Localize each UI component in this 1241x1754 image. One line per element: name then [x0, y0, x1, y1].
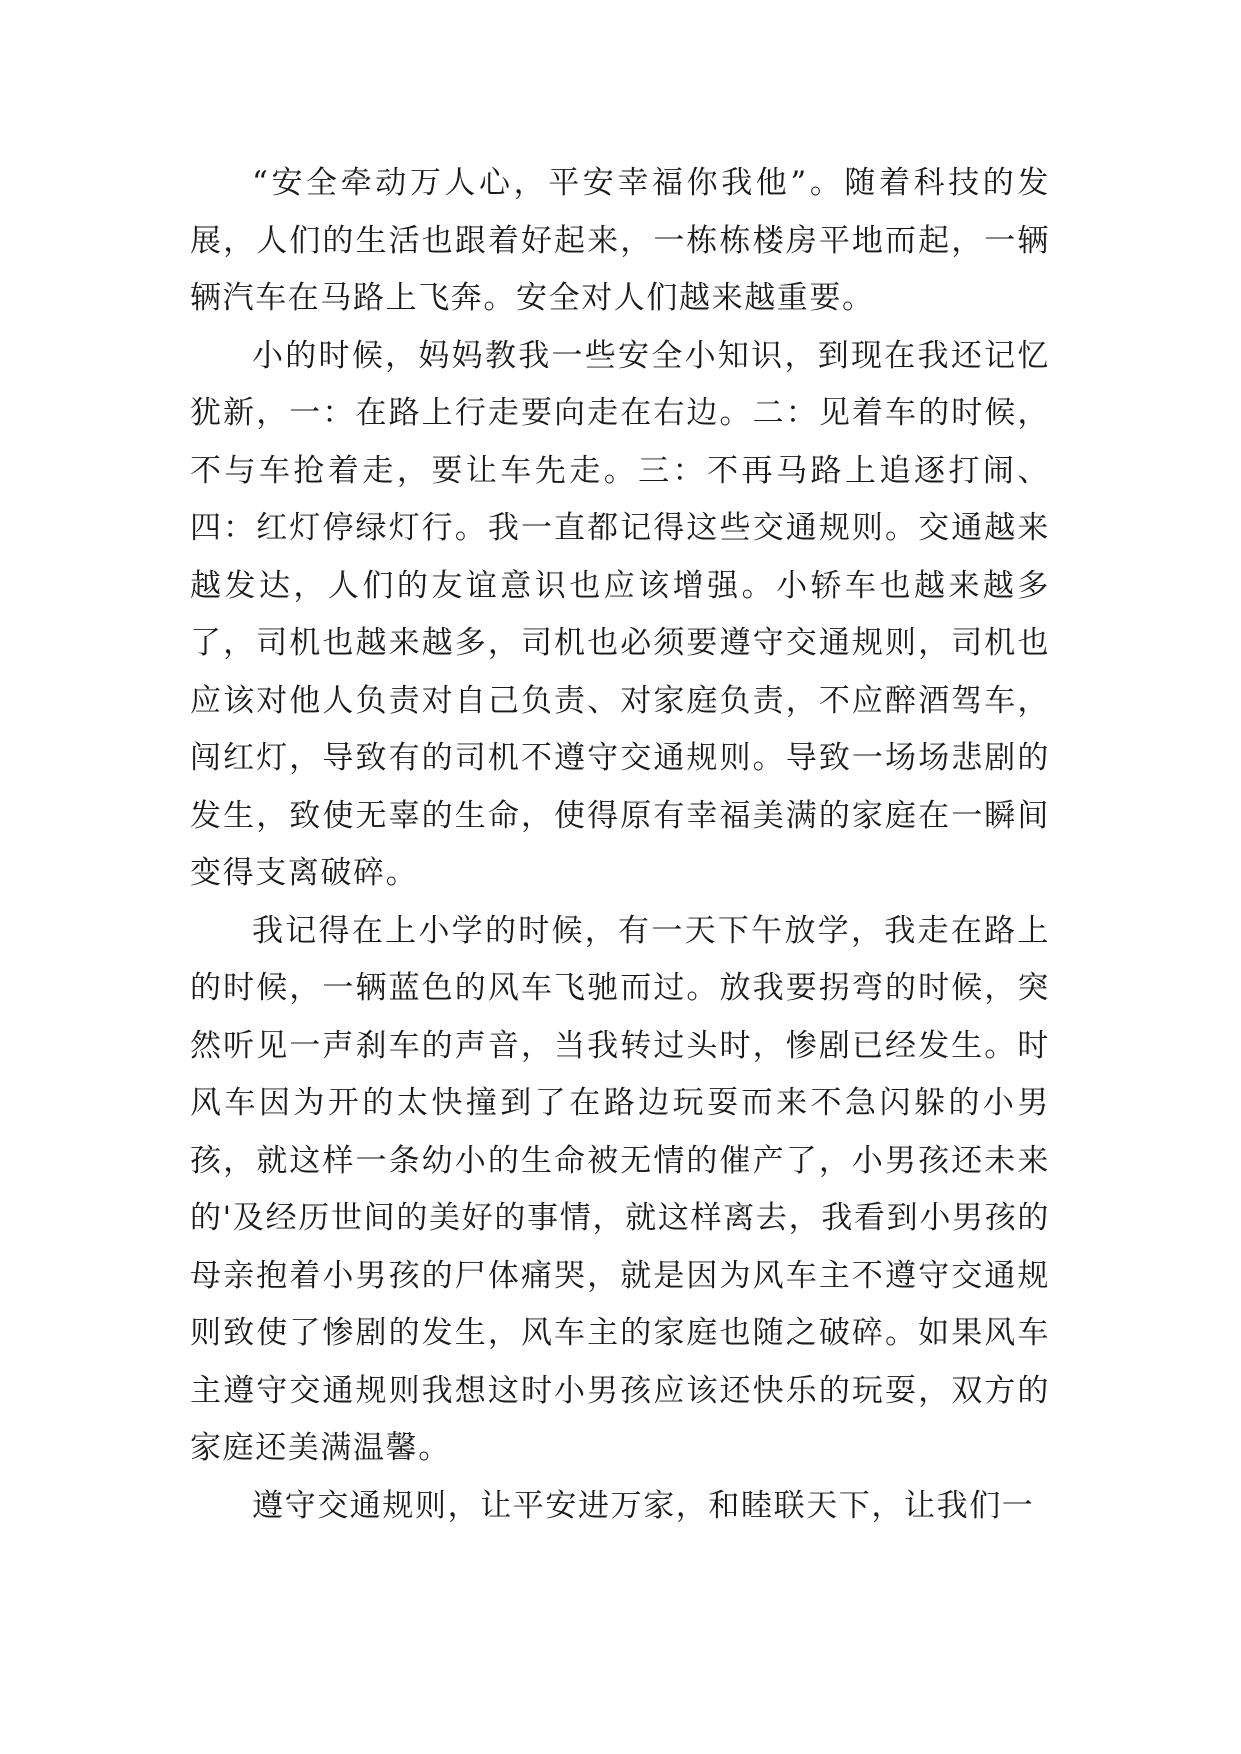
document-body: [190, 155, 1050, 1535]
paragraph-4: 遵守交通规则，让平安进万家，和睦联天下，让我们一: [252, 1487, 1035, 1524]
paragraph-2: 小的时候，妈妈教我一些安全小知识，到现在我还记忆犹新，一：在路上行走要向走在右边。二：见着车的时候，不与车抢着走，要让车先走。三：不再马路上追逐打闹、四：红灯停绿灯行。我一直都记得这些交通规则。交通越来越发达，人们的友谊意识也应该增强。小轿车也越来越多了，司机也越来越多，司机也必须要遵守交通规则，司机也应该对他人负责对自己负责、对家庭负责，不应醉酒驾车，闯红灯，导致有的司机不遵守交通规则。导致一场场悲剧的发生，致使无辜的生命，使得原有幸福美满的家庭在一瞬间变得支离破碎。: [190, 337, 1050, 891]
paragraph-1: “安全牵动万人心，平安幸福你我他”。随着科技的发展，人们的生活也跟着好起来，一栋栋楼房平地而起，一辆辆汽车在马路上飞奔。安全对人们越来越重要。: [190, 165, 1050, 316]
paragraph-3: 我记得在上小学的时候，有一天下午放学，我走在路上的时候，一辆蓝色的风车飞驰而过。放我要拐弯的时候，突然听见一声刹车的声音，当我转过头时，惨剧已经发生。时风车因为开的太快撞到了在路边玩耍而来不急闪躲的小男孩，就这样一条幼小的生命被无情的催产了，小男孩还未来的'及经历世间的美好的事情，就这样离去，我看到小男孩的母亲抱着小男孩的尸体痛哭，就是因为风车主不遵守交通规则致使了惨剧的发生，风车主的家庭也随之破碎。如果风车主遵守交通规则我想这时小男孩应该还快乐的玩耍，双方的家庭还美满温馨。: [190, 912, 1050, 1466]
